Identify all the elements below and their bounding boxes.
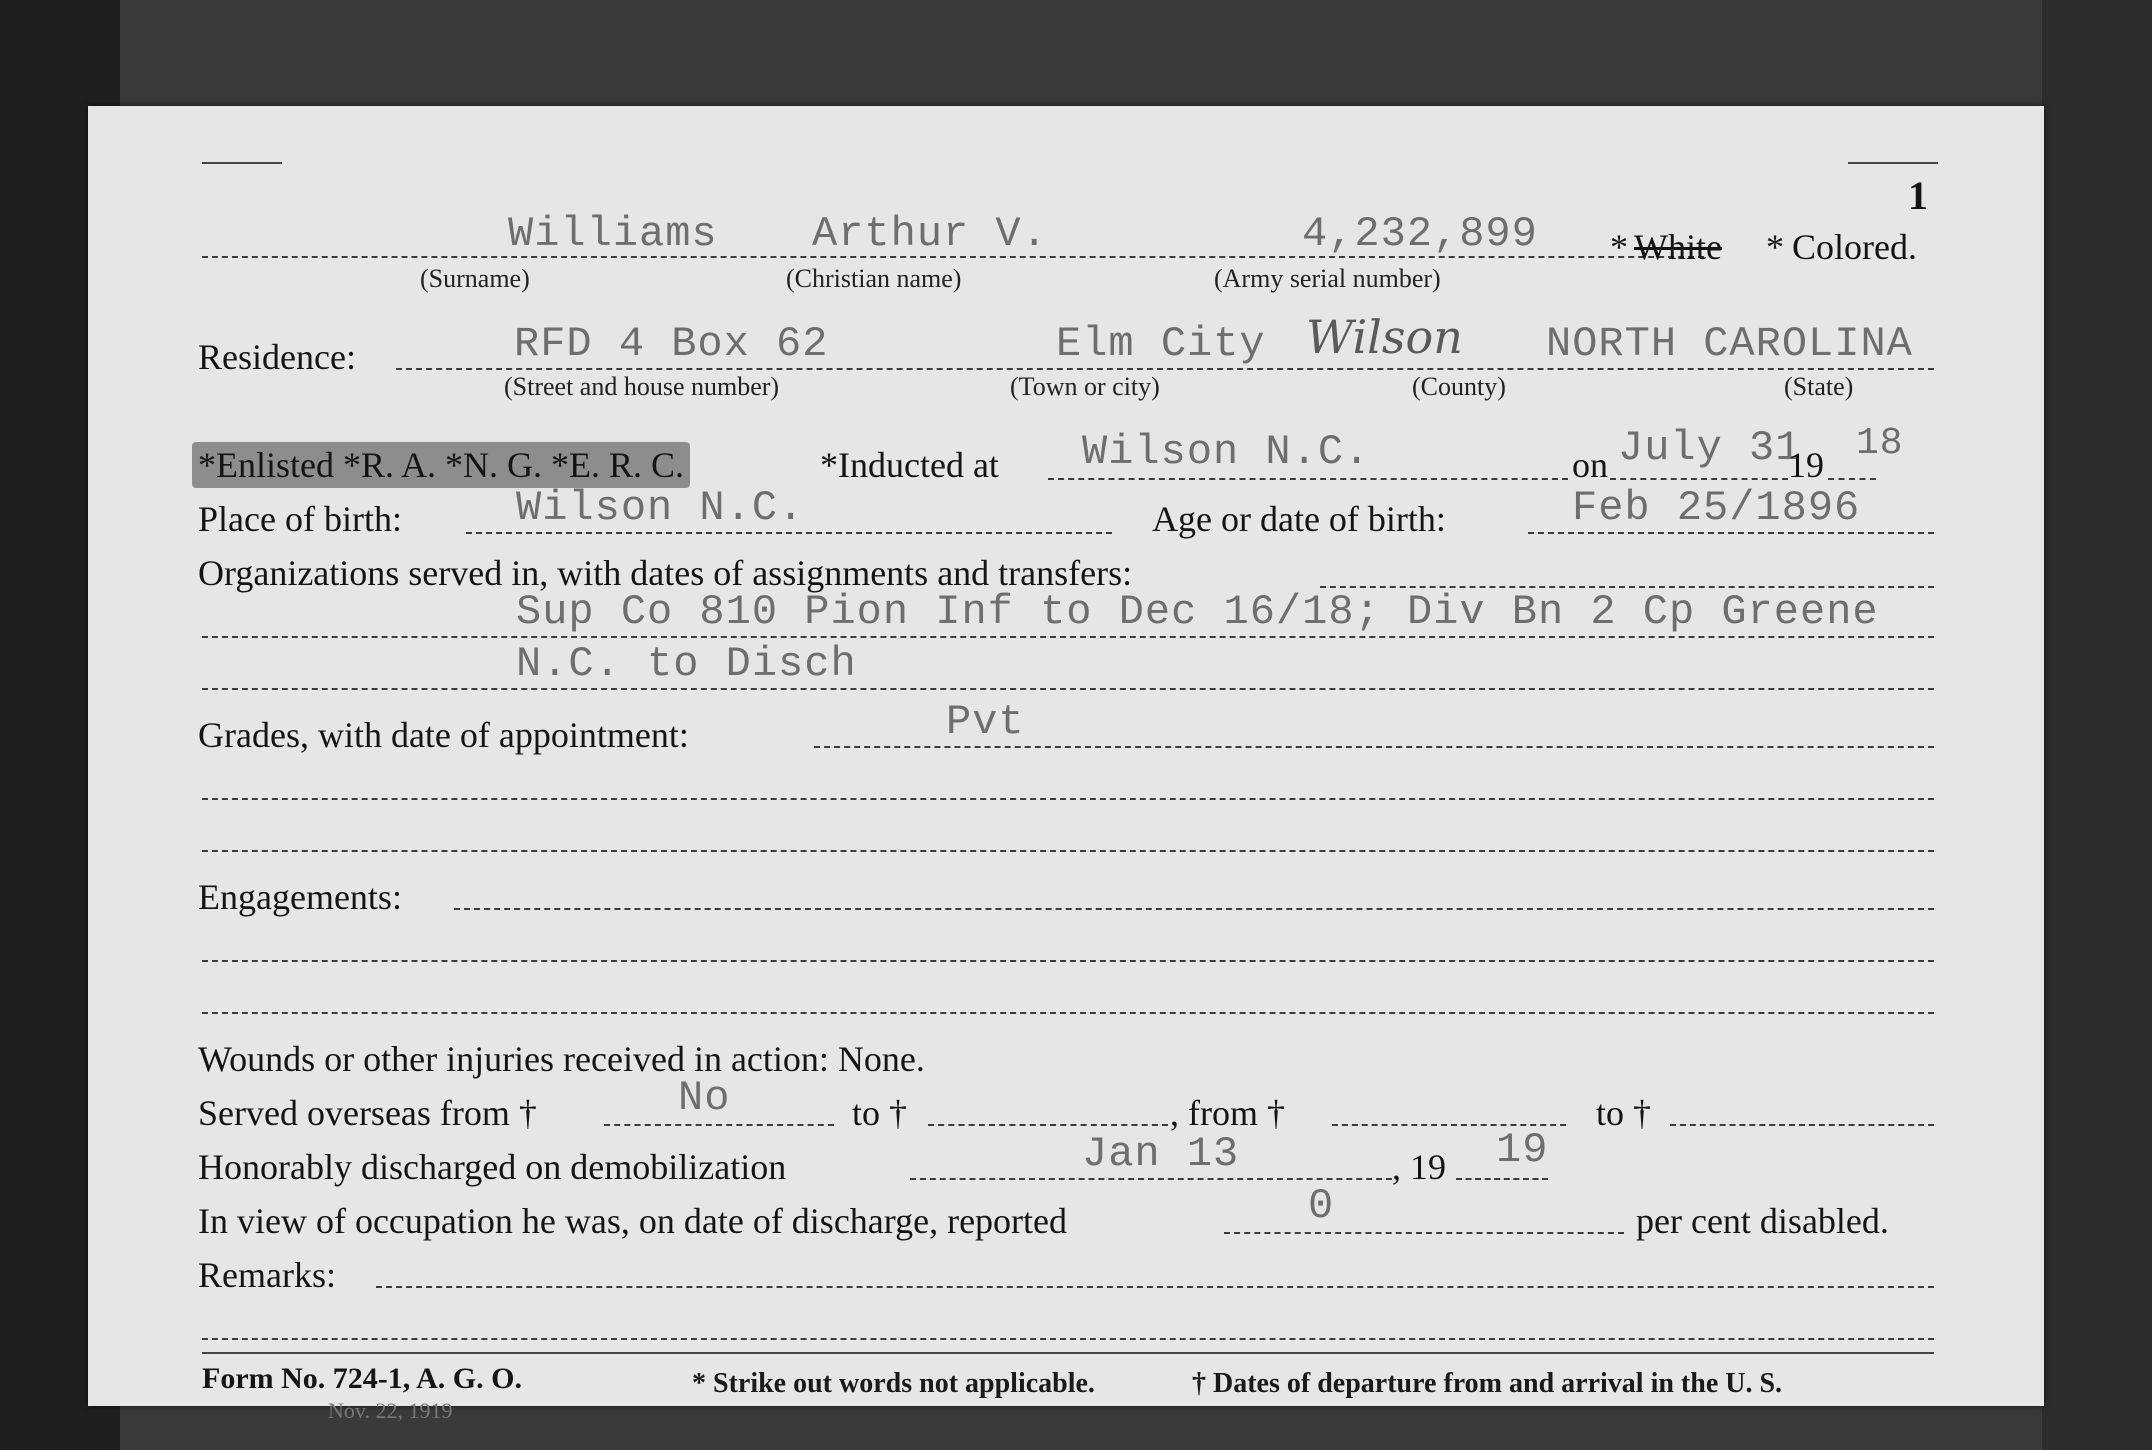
christian-name-value: Arthur V. [812,210,1048,258]
residence-line [396,368,1934,370]
inducted-date-value: July 31 [1618,424,1802,472]
grades-line-3 [202,850,1934,852]
overseas-label: Served overseas from † [198,1093,537,1133]
discharge-date-line [910,1178,1392,1180]
strike-note: * Strike out words not applicable. [692,1368,1095,1399]
service-record-card [88,106,2044,1423]
grades-value: Pvt [946,698,1025,746]
scan-background-right [2042,0,2152,1450]
christian-name-caption: (Christian name) [786,264,962,293]
overseas-from2-label: , from † [1170,1093,1285,1133]
discharge-year-value: 19 [1496,1126,1549,1174]
organizations-value-line1: Sup Co 810 Pion Inf to Dec 16/18; Div Bn 2 Cp Greene [516,588,1879,636]
discharge-year-line [1456,1178,1548,1180]
overseas-to2-line [1670,1124,1934,1126]
organizations-value-line2: N.C. to Disch [516,640,857,688]
surname-caption: (Surname) [420,264,530,293]
disability-suffix: per cent disabled. [1636,1201,1889,1241]
inducted-on-label: on [1572,445,1608,485]
card-number: 1 [1908,173,1928,218]
disability-value: 0 [1308,1182,1335,1230]
discharge-year-prefix: , 19 [1392,1147,1446,1187]
serial-number-value: 4,232,899 [1302,210,1538,258]
discharge-date-value: Jan 13 [1082,1130,1240,1178]
top-right-rule [1848,162,1938,164]
grades-line [814,746,1934,748]
residence-state-value: NORTH CAROLINA [1546,320,1913,368]
engagements-line-1 [454,908,1934,910]
inducted-place-value: Wilson N.C. [1082,428,1371,476]
wounds-label: Wounds or other injuries received in action: None. [198,1039,925,1079]
engagements-line-2 [202,960,1934,962]
top-left-rule [202,162,282,164]
inducted-line [1048,478,1568,480]
residence-label: Residence: [198,337,356,377]
town-caption: (Town or city) [1010,372,1160,401]
footer-rule [202,1352,1934,1354]
race-colored-option: Colored. [1792,227,1917,267]
inducted-date-line [1610,478,1788,480]
serial-number-caption: (Army serial number) [1214,264,1441,293]
birth-place-label: Place of birth: [198,499,402,539]
disability-label: In view of occupation he was, on date of discharge, reported [198,1201,1068,1241]
street-caption: (Street and house number) [504,372,780,401]
residence-county-value: Wilson [1306,310,1463,364]
disability-line [1224,1232,1624,1234]
birth-date-label: Age or date of birth: [1152,499,1446,539]
discharge-label: Honorably discharged on demobilization [198,1147,787,1187]
residence-street-value: RFD 4 Box 62 [514,320,829,368]
overseas-to-label: to † [852,1093,908,1133]
remarks-label: Remarks: [198,1255,336,1295]
residence-town-value: Elm City [1056,320,1266,368]
remarks-line-2 [202,1338,1934,1340]
county-caption: (County) [1412,372,1506,401]
remarks-line-1 [376,1286,1934,1288]
inducted-year-line [1828,478,1876,480]
birth-date-line [1528,532,1934,534]
engagements-label: Engagements: [198,877,402,917]
overseas-to-line [928,1124,1168,1126]
form-date: Nov. 22, 1919 [328,1398,453,1423]
overseas-from-line [604,1124,834,1126]
inducted-year-prefix: 19 [1788,445,1824,485]
birth-date-value: Feb 25/1896 [1572,484,1861,532]
enlisted-options: *Enlisted *R. A. *N. G. *E. R. C. [192,442,690,488]
overseas-to2-label: to † [1596,1093,1652,1133]
dates-note: † Dates of departure from and arrival in the U. S. [1192,1368,1783,1399]
engagements-line-3 [202,1012,1934,1014]
organizations-line-1 [202,636,1934,638]
organizations-label: Organizations served in, with dates of assignments and transfers: [198,553,1133,593]
grades-label: Grades, with date of appointment: [198,715,689,755]
inducted-year-value: 18 [1856,422,1904,465]
state-caption: (State) [1784,372,1854,401]
overseas-from-value: No [678,1074,731,1122]
organizations-line-2 [202,688,1934,690]
inducted-label: *Inducted at [820,445,999,485]
surname-value: Williams [508,210,718,258]
form-number: Form No. 724-1, A. G. O. [202,1362,522,1395]
race-mark-colored: * [1766,227,1784,267]
race-white-option: White [1634,227,1722,267]
birth-place-line [466,532,1112,534]
grades-line-2 [202,798,1934,800]
race-mark-white: * [1610,227,1628,267]
birth-place-value: Wilson N.C. [516,484,805,532]
